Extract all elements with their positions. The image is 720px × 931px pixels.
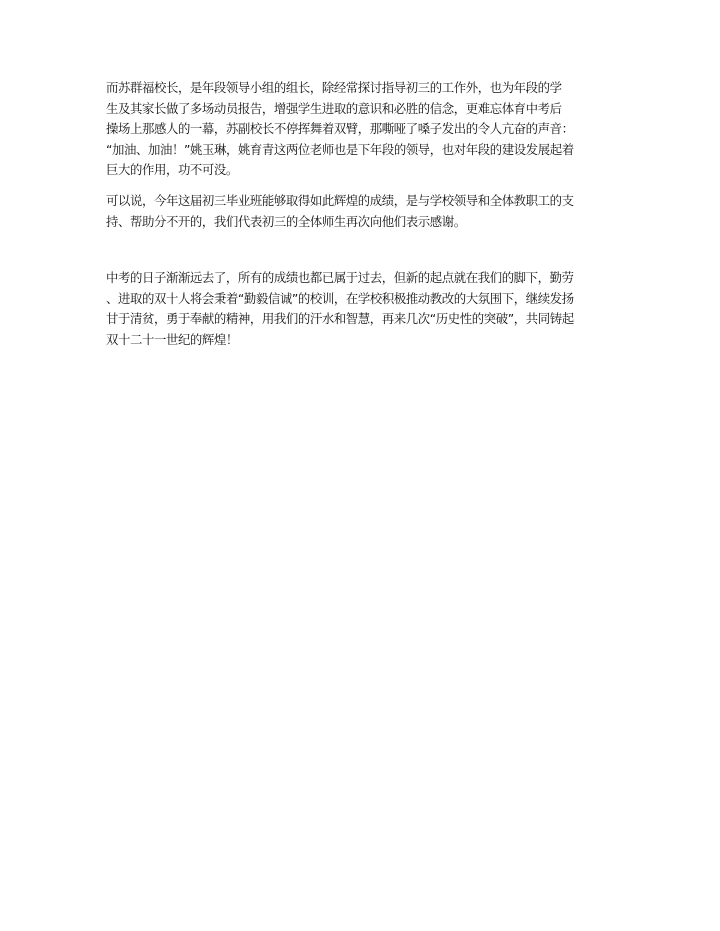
- paragraph-thanks: [106, 191, 614, 232]
- text-line: 操场上那感人的一幕，苏副校长不停挥舞着双臂，那嘶哑了嗓子发出的令人亢奋的声音：: [106, 121, 574, 136]
- text-line: “加油、加油！”姚玉琳，姚育青这两位老师也是下年段的领导，也对年段的建设发展起着: [106, 141, 574, 157]
- paragraph-future: [106, 268, 614, 350]
- text-line: 可以说，今年这届初三毕业班能够取得如此辉煌的成绩，是与学校领导和全体教职工的支: [106, 193, 574, 208]
- text-line: 双十二十一世纪的辉煌！: [106, 331, 238, 347]
- text-line: 中考的日子渐渐远去了，所有的成绩也都已属于过去，但新的起点就在我们的脚下，勤劳: [106, 270, 574, 285]
- text-line: 甘于清贫，勇于奉献的精神，用我们的汗水和智慧，再来几次“历史性的突破”，共同铸起: [106, 311, 574, 326]
- text-line: 持、帮助分不开的，我们代表初三的全体师生再次向他们表示感谢。: [106, 213, 466, 229]
- text-line: 生及其家长做了多场动员报告，增强学生进取的意识和必胜的信念，更难忘体育中考后: [106, 100, 562, 116]
- text-line: 、进取的双十人将会秉着“勤毅信诚”的校训，在学校积极推动教改的大氛围下，继续发扬: [106, 290, 574, 306]
- text-line: 巨大的作用，功不可没。: [106, 162, 238, 177]
- paragraph-principal-su: [106, 78, 614, 181]
- text-line: 而苏群福校长，是年段领导小组的组长，除经常探讨指导初三的工作外，也为年段的学: [106, 80, 562, 95]
